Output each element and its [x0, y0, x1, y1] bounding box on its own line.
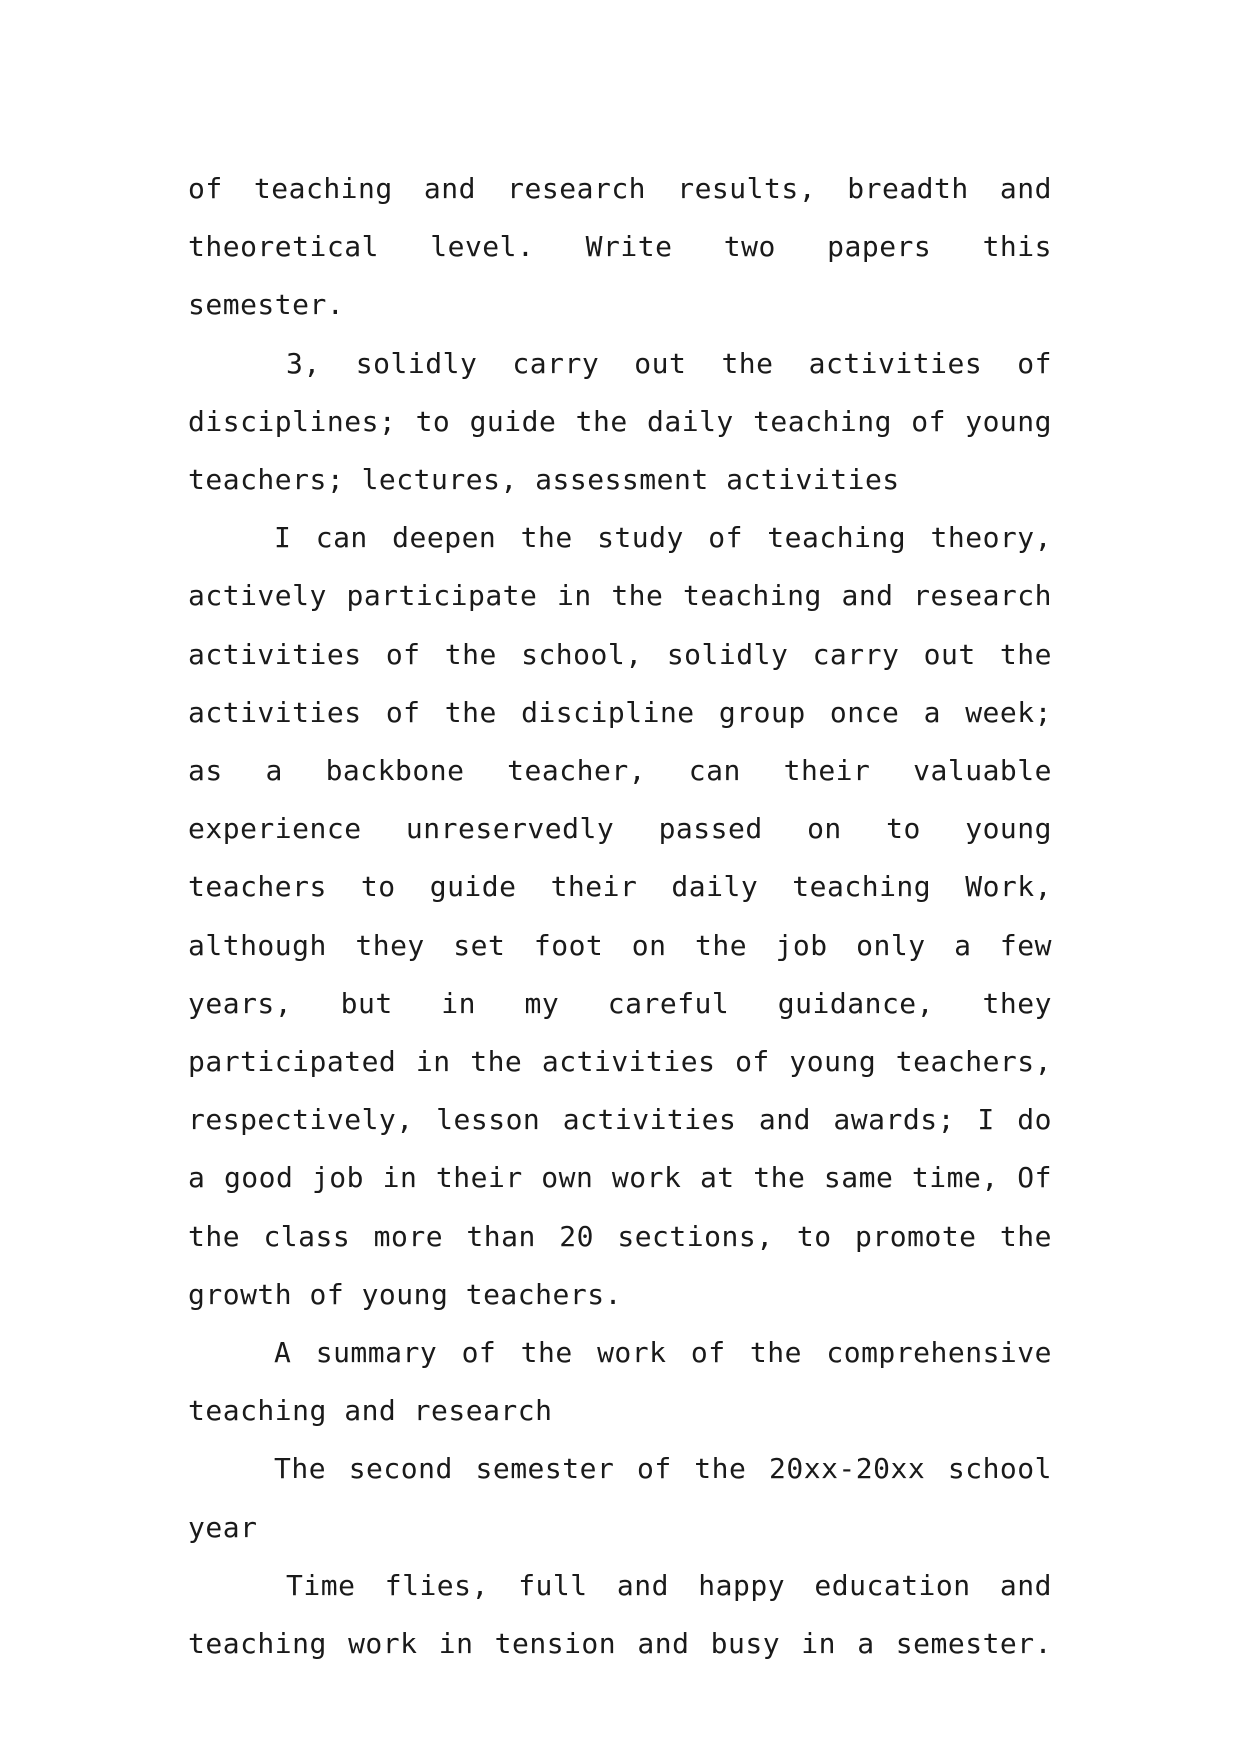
paragraph-time-flies: Time flies, full and happy education and teaching work in tension and busy in a semester. — [188, 1568, 1052, 1661]
paragraph-body: I can deepen the study of teaching theory, actively participate in the teaching and research activities of the school, solidly carry out the activities of the discipline group once a week; as a backbone teacher, can their valuable experience unreservedly passed on to young teachers to guide their daily teaching Work, although they set foot on the job only a few years, but in my careful guidance, they participated in the activities of young teachers, respectively, lesson activities and awards; I do a good job in their own work at the same time, Of the class more than 20 sections, to promote the growth of young teachers. — [188, 521, 1052, 1311]
paragraph-semester: The second semester of the 20xx-20xx school year — [188, 1452, 1052, 1544]
document-body — [188, 160, 1052, 1673]
paragraph-summary-title: A summary of the work of the comprehensive teaching and research — [188, 1336, 1052, 1428]
paragraph-item-3: 3, solidly carry out the activities of disciplines; to guide the daily teaching of young teachers; lectures, assessment activities — [188, 346, 1052, 497]
paragraph-continuation: of teaching and research results, breadth and theoretical level. Write two papers this semester. — [188, 172, 1052, 322]
